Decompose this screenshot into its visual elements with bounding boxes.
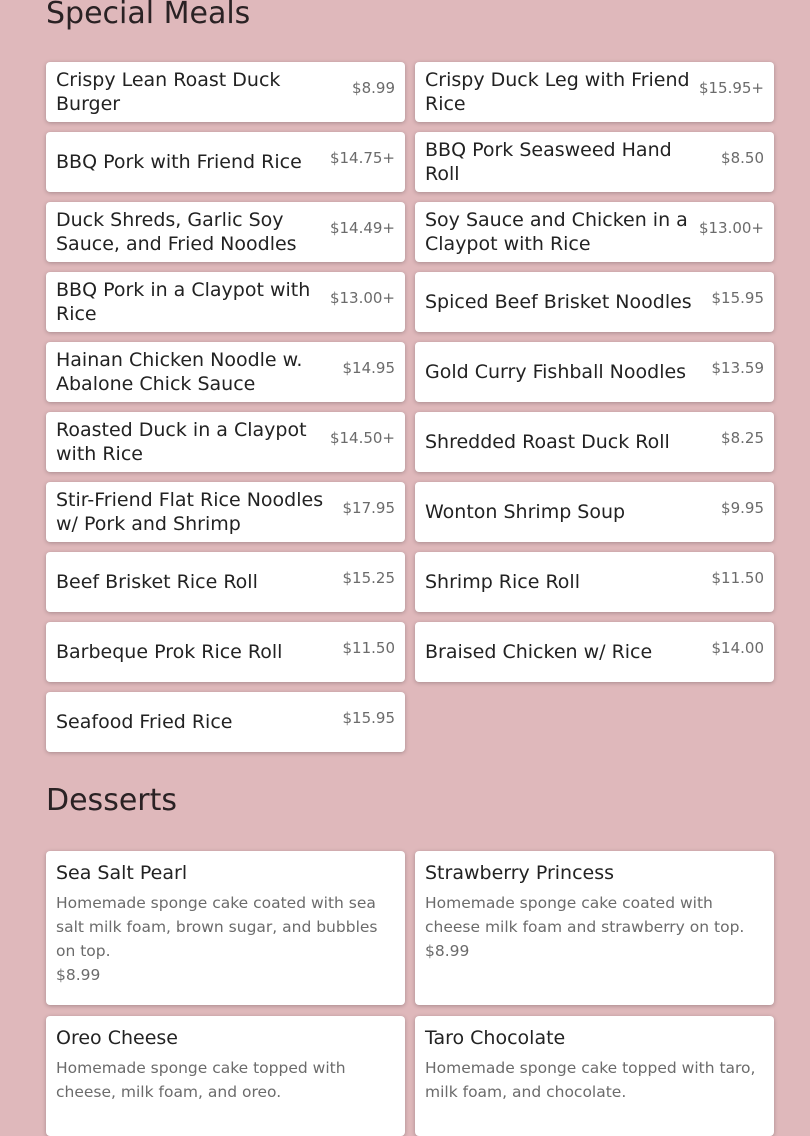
menu-item-name: BBQ Pork Seasweed Hand Roll: [425, 139, 672, 185]
menu-item-price: $14.75+: [329, 149, 395, 167]
menu-item-card[interactable]: [415, 202, 774, 262]
menu-item-price: $11.50: [711, 569, 764, 587]
menu-item-card[interactable]: [415, 342, 774, 402]
menu-item-card[interactable]: [46, 412, 405, 472]
dessert-description: Homemade sponge cake coated with cheese milk foam and strawberry on top.: [425, 894, 745, 936]
menu-item-name: Soy Sauce and Chicken in a Claypot with Rice: [425, 209, 688, 255]
menu-item-card[interactable]: [46, 482, 405, 542]
dessert-description: Homemade sponge cake coated with sea salt milk foam, brown sugar, and bubbles on top.: [56, 894, 378, 960]
menu-item-card[interactable]: [46, 202, 405, 262]
menu-item-card[interactable]: [46, 132, 405, 192]
menu-item-price: $14.49+: [329, 219, 395, 237]
menu-item-price: $8.50: [721, 149, 764, 167]
menu-item-card[interactable]: [415, 622, 774, 682]
menu-item-card[interactable]: [46, 272, 405, 332]
dessert-name: Taro Chocolate: [425, 1027, 566, 1049]
special-meals-grid: [46, 62, 774, 752]
dessert-card[interactable]: [415, 851, 774, 1005]
menu-item-price: $14.00: [711, 639, 764, 657]
dessert-card[interactable]: [46, 851, 405, 1005]
dessert-name: Sea Salt Pearl: [56, 862, 188, 884]
menu-item-name: Hainan Chicken Noodle w. Abalone Chick Sauce: [56, 349, 303, 395]
menu-item-card[interactable]: [415, 482, 774, 542]
dessert-description: Homemade sponge cake topped with taro, milk foam, and chocolate.: [425, 1059, 756, 1101]
menu-item-name: Beef Brisket Rice Roll: [56, 571, 258, 593]
menu-item-name: Wonton Shrimp Soup: [425, 501, 626, 523]
menu-item-name: Barbeque Prok Rice Roll: [56, 641, 283, 663]
menu-item-price: $13.00+: [329, 289, 395, 307]
menu-item-price: $15.95+: [698, 79, 764, 97]
desserts-grid: [46, 851, 774, 1136]
dessert-price: $8.99: [56, 966, 101, 984]
dessert-card[interactable]: [46, 1016, 405, 1136]
dessert-name: Oreo Cheese: [56, 1027, 178, 1049]
menu-item-price: $8.99: [352, 79, 395, 97]
menu-item-name: BBQ Pork with Friend Rice: [56, 151, 302, 173]
menu-item-price: $14.95: [342, 359, 395, 377]
menu-item-price: $9.95: [721, 499, 764, 517]
menu-item-name: BBQ Pork in a Claypot with Rice: [56, 279, 311, 325]
menu-item-card[interactable]: [46, 692, 405, 752]
menu-item-card[interactable]: [415, 132, 774, 192]
menu-item-price: $8.25: [721, 429, 764, 447]
menu-item-price: $15.95: [342, 709, 395, 727]
dessert-price: $8.99: [425, 942, 470, 960]
menu-item-card[interactable]: [415, 412, 774, 472]
dessert-card[interactable]: [415, 1016, 774, 1136]
menu-item-price: $13.59: [711, 359, 764, 377]
menu-item-name: Duck Shreds, Garlic Soy Sauce, and Fried Noodles: [56, 209, 297, 255]
menu-item-card[interactable]: [46, 62, 405, 122]
menu-item-price: $15.95: [711, 289, 764, 307]
menu-item-name: Roasted Duck in a Claypot with Rice: [56, 419, 307, 465]
menu-item-name: Shredded Roast Duck Roll: [425, 431, 670, 453]
special-meals-heading: Special Meals: [46, 0, 251, 31]
menu-item-price: $11.50: [342, 639, 395, 657]
menu-item-price: $17.95: [342, 499, 395, 517]
menu-item-card[interactable]: [46, 622, 405, 682]
menu-item-card[interactable]: [415, 62, 774, 122]
dessert-name: Strawberry Princess: [425, 862, 615, 884]
menu-item-card[interactable]: [415, 552, 774, 612]
menu-item-price: $15.25: [342, 569, 395, 587]
menu-item-name: Crispy Duck Leg with Friend Rice: [425, 69, 690, 115]
menu-item-name: Stir-Friend Flat Rice Noodles w/ Pork and Shrimp: [56, 489, 324, 535]
menu-item-name: Seafood Fried Rice: [56, 711, 233, 733]
desserts-heading: Desserts: [46, 783, 178, 818]
menu-item-name: Spiced Beef Brisket Noodles: [425, 291, 692, 313]
menu-item-price: $14.50+: [329, 429, 395, 447]
dessert-description: Homemade sponge cake topped with cheese, milk foam, and oreo.: [56, 1059, 346, 1101]
menu-item-name: Gold Curry Fishball Noodles: [425, 361, 687, 383]
menu-item-name: Braised Chicken w/ Rice: [425, 641, 653, 663]
menu-item-name: Crispy Lean Roast Duck Burger: [56, 69, 281, 115]
menu-item-card[interactable]: [415, 272, 774, 332]
menu-item-name: Shrimp Rice Roll: [425, 571, 580, 593]
menu-item-card[interactable]: [46, 552, 405, 612]
menu-item-price: $13.00+: [698, 219, 764, 237]
menu-item-card[interactable]: [46, 342, 405, 402]
